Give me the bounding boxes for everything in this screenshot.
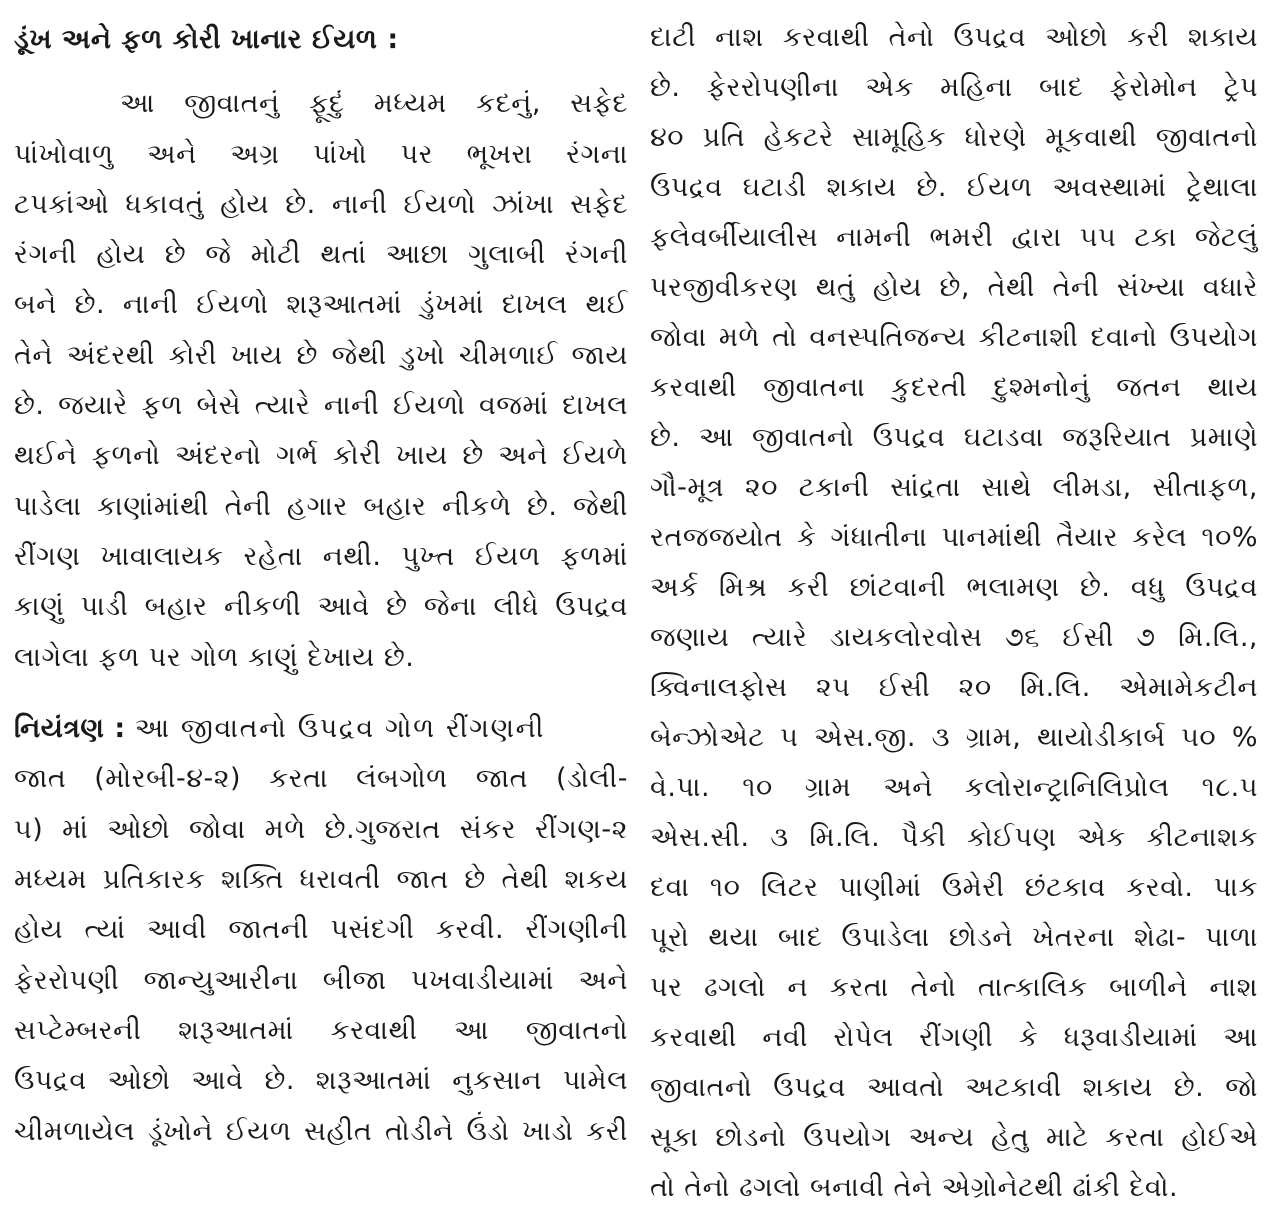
paragraph-line: જાત (મોરબી-૪-૨) કરતા લંબગોળ જાત (ડોલી- [14,763,628,794]
paragraph-line: ક્વિનાલફોસ ૨૫ ઈસી ૨૦ મિ.લિ. એમામેકટીન [650,672,1258,703]
paragraph-line: સપ્ટેમ્બરની શરૂઆતમાં કરવાથી આ જીવાતનો [14,1015,628,1046]
paragraph-line: હોય ત્યાં આવી જાતની પસંદગી કરવી. રીંગણીની [14,914,628,945]
paragraph-line: કાણું પાડી બહાર નીકળી આવે છે જેના લીધે ઉપદ્રવ [14,591,628,622]
paragraph-line: પરજીવીકરણ થતું હોય છે, તેથી તેની સંખ્યા વધારે [650,272,1258,303]
paragraph-line: ૪૦ પ્રતિ હેકટરે સામૂહિક ધોરણે મૂકવાથી જીવાતનો [650,122,1258,153]
paragraph-line: છે. જયારે ફળ બેસે ત્યારે નાની ઈયળો વજમાં દાખલ [14,390,628,421]
paragraph-line: રીંગણ ખાવાલાયક રહેતા નથી. પુખ્ત ઈયળ ફળમાં [14,541,628,572]
paragraph-line: દવા ૧૦ લિટર પાણીમાં ઉમેરી છંટકાવ કરવો. પાક [650,872,1258,903]
paragraph-line: ઉપદ્રવ ઘટાડી શકાય છે. ઈયળ અવસ્થામાં ટ્રેથાલા [650,172,1258,203]
paragraph-line: એસ.સી. ૩ મિ.લિ. પૈકી કોઈપણ એક કીટનાશક [650,822,1258,853]
paragraph-line: દાટી નાશ કરવાથી તેનો ઉપદ્રવ ઓછો કરી શકાય [650,22,1258,53]
paragraph-line: જોવા મળે તો વનસ્પતિજન્ય કીટનાશી દવાનો ઉપયોગ [650,322,1258,353]
paragraph-line: વે.પા. ૧૦ ગ્રામ અને કલોરાન્ટ્રાનિલિપ્રોલ ૧૮.૫ [650,772,1258,803]
paragraph-line: જીવાતનો ઉપદ્રવ આવતો અટકાવી શકાય છે. જો [650,1072,1258,1103]
paragraph-line: રતજજયોત કે ગંધાતીના પાનમાંથી તૈયાર કરેલ ૧૦% [650,522,1258,553]
paragraph-line: પાડેલા કાણાંમાંથી તેની હગાર બહાર નીકળે છે. જેથી [14,491,628,522]
paragraph-line: કરવાથી નવી રોપેલ રીંગણી કે ધરૂવાડીયામાં આ [650,1022,1258,1053]
paragraph-line: લાગેલા ફળ પર ગોળ કાણું દેખાય છે. [14,642,415,673]
paragraph-line: ફેરરોપણી જાન્યુઆરીના બીજા પખવાડીયામાં અને [14,965,628,996]
paragraph-line: બને છે. નાની ઈયળો શરૂઆતમાં ડુંખમાં દાખલ થઈ [14,289,628,320]
paragraph-line: બેન્ઝોએટ ૫ એસ.જી. ૩ ગ્રામ, થાયોડીકાર્બ ૫૦ % [650,722,1258,753]
paragraph-line: મધ્યમ પ્રતિકારક શક્તિ ધરાવતી જાત છે તેથી શકય [14,864,628,895]
paragraph-line: આ જીવાતનું ફૂદું મધ્યમ કદનું, સફેદ [120,88,628,119]
paragraph-line: ચીમળાયેલ ડૂંખોને ઈયળ સહીત તોડીને ઉંડો ખાડો કરી [14,1116,628,1147]
paragraph-line: અર્ક મિશ્ર કરી છાંટવાની ભલામણ છે. વધુ ઉપદ્રવ [650,572,1258,603]
paragraph-line: છે. આ જીવાતનો ઉપદ્રવ ઘટાડવા જરૂરિયાત પ્રમાણે [650,422,1258,453]
paragraph-line: જણાય ત્યારે ડાયકલોરવોસ ૭૬ ઈસી ૭ મિ.લિ., [650,622,1258,653]
paragraph-line: પૂરો થયા બાદ ઉપાડેલા છોડને ખેતરના શેઢા- પાળા [650,922,1258,953]
paragraph-line: ગૌ-મૂત્ર ૨૦ ટકાની સાંદ્રતા સાથે લીમડા, સીતાફળ, [650,472,1258,503]
control-heading-line [14,707,628,751]
paragraph-line: સૂકા છોડનો ઉપયોગ અન્ય હેતુ માટે કરતા હોઈએ [650,1122,1258,1153]
control-first-text: આ જીવાતનો ઉપદ્રવ ગોળ રીંગણની [134,713,546,744]
paragraph-line: તેને અંદરથી કોરી ખાય છે જેથી ડુખો ચીમળાઈ જાય [14,340,628,371]
paragraph-line: ઉપદ્રવ ઓછો આવે છે. શરૂઆતમાં નુકસાન પામેલ [14,1065,628,1096]
paragraph-line: પાંખોવાળુ અને અગ્ર પાંખો પર ભૂખરા રંગના [14,139,628,170]
section-title: ડૂંખ અને ફળ કોરી ખાનાર ઈયળ : [14,24,399,55]
control-label: નિયંત્રણ : [14,713,126,744]
paragraph-line: તો તેનો ઢગલો બનાવી તેને એગ્રોનેટથી ઢાંકી દેવો. [650,1172,1179,1203]
paragraph-line: ફલેવર્બીયાલીસ નામની ભમરી દ્વારા ૫૫ ટકા જેટલું [650,222,1258,253]
paragraph-line: ૫) માં ઓછો જોવા મળે છે.ગુજરાત સંકર રીંગણ-૨ [14,814,628,845]
paragraph-line: કરવાથી જીવાતના કુદરતી દુશ્મનોનું જતન થાય [650,372,1258,403]
paragraph-line: રંગની હોય છે જે મોટી થતાં આછા ગુલાબી રંગની [14,239,628,270]
paragraph-line: પર ઢગલો ન કરતા તેનો તાત્કાલિક બાળીને નાશ [650,972,1258,1003]
paragraph-line: ટપકાંઓ ધકાવતું હોય છે. નાની ઈયળો ઝાંખા સફેદ [14,189,628,220]
paragraph-line: થઈને ફળનો અંદરનો ગર્ભ કોરી ખાય છે અને ઈયળે [14,440,628,471]
paragraph-line: છે. ફેરરોપણીના એક મહિના બાદ ફેરોમોન ટ્રેપ [650,72,1258,103]
